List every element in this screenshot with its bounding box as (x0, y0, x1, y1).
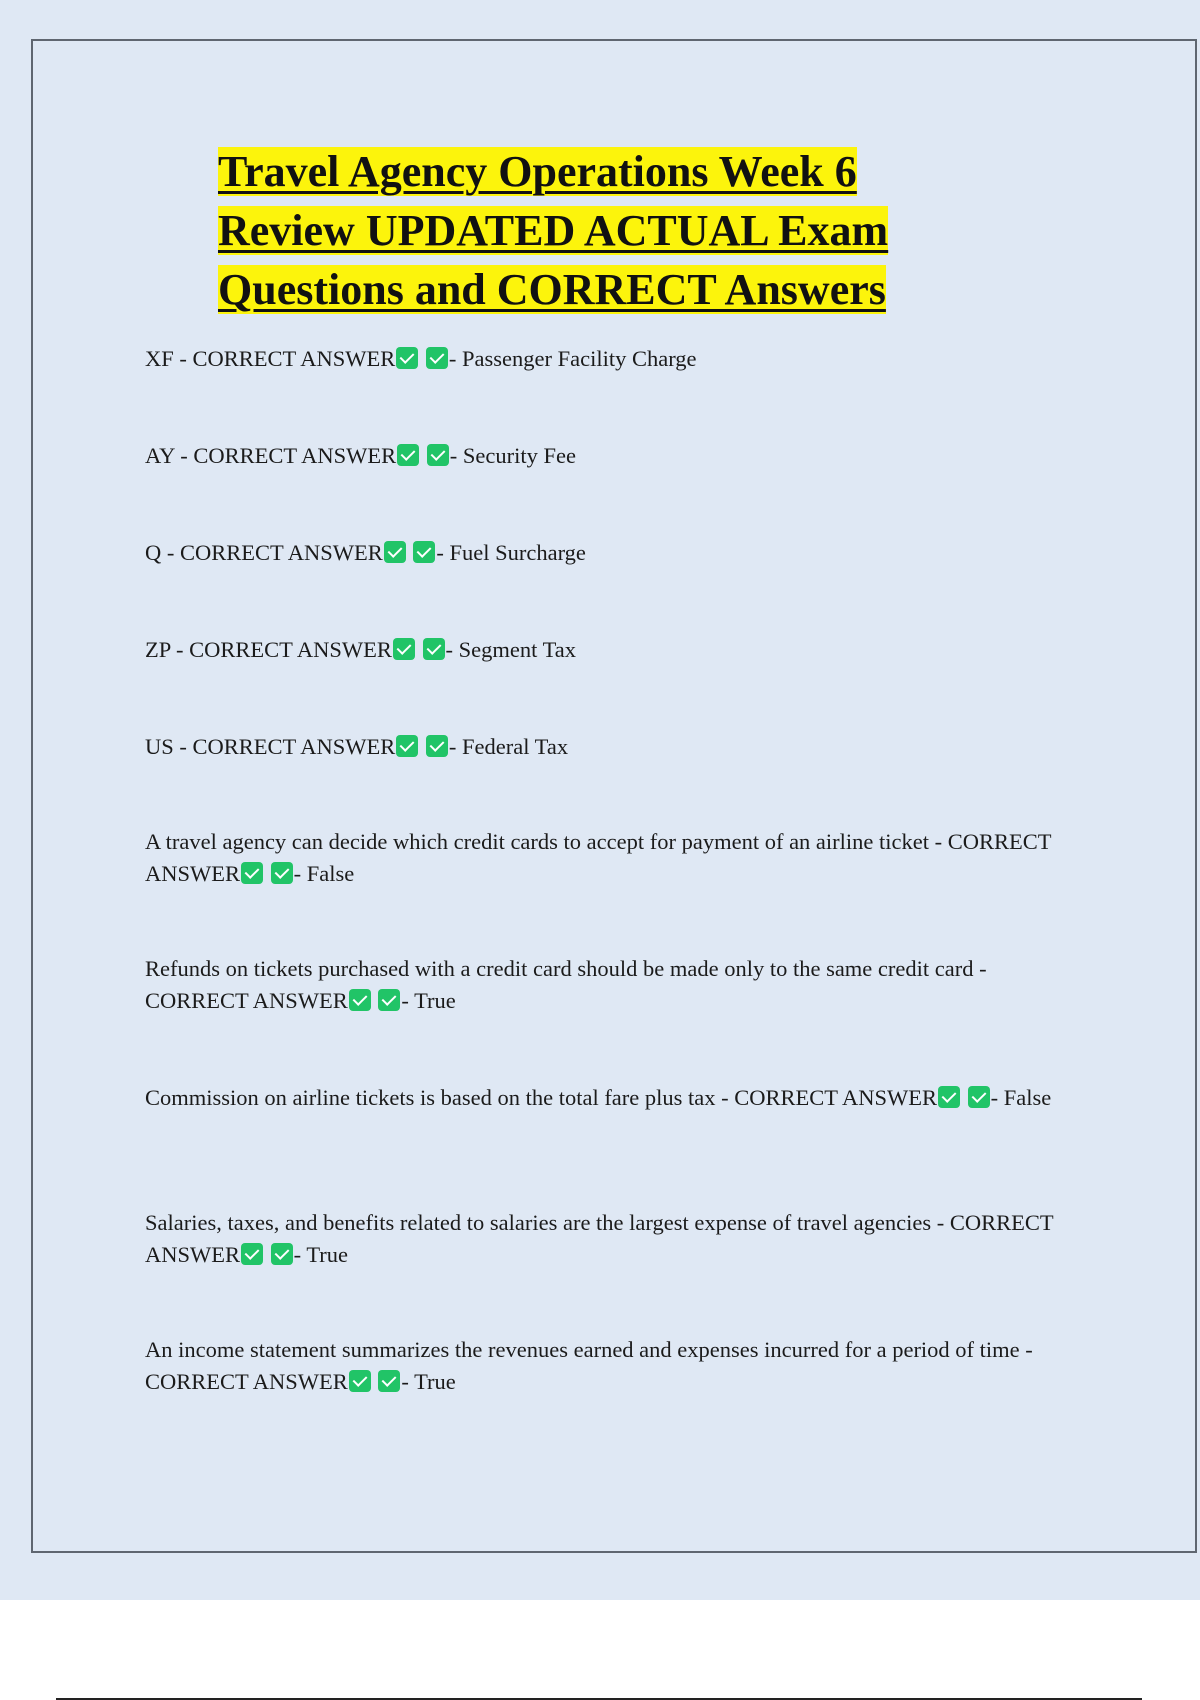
qa-item (145, 1082, 1095, 1114)
green-checkmark-icon (938, 1086, 960, 1108)
green-checkmark-icon (378, 989, 400, 1011)
green-checkmark-icon (426, 347, 448, 369)
green-checkmark-icon (413, 541, 435, 563)
document-title (218, 142, 978, 319)
qa-item (145, 826, 1095, 890)
green-checkmark-icon (968, 1086, 990, 1108)
qa-item (145, 537, 1095, 569)
answer-text: - True (293, 1242, 349, 1267)
answer-text: - True (401, 988, 456, 1013)
green-checkmark-icon (271, 1243, 293, 1265)
question-text: Commission on airline tickets is based on the total fare plus tax - CORRECT ANSWER (145, 1085, 938, 1110)
qa-item (145, 953, 1095, 1017)
answer-text: - False (990, 1085, 1052, 1110)
green-checkmark-icon (426, 735, 448, 757)
answer-text: - Security Fee (449, 443, 576, 468)
qa-item (145, 634, 1095, 666)
question-text: XF - CORRECT ANSWER (145, 346, 396, 371)
green-checkmark-icon (349, 1370, 371, 1392)
answer-text: - False (293, 861, 355, 886)
qa-item (145, 440, 1095, 472)
green-checkmark-icon (396, 735, 418, 757)
answer-text: - True (401, 1369, 456, 1394)
green-checkmark-icon (423, 638, 445, 660)
answer-text: - Fuel Surcharge (436, 540, 586, 565)
answer-text: - Segment Tax (445, 637, 577, 662)
green-checkmark-icon (271, 862, 293, 884)
green-checkmark-icon (396, 347, 418, 369)
green-checkmark-icon (384, 541, 406, 563)
qa-item (145, 1334, 1095, 1398)
green-checkmark-icon (241, 862, 263, 884)
question-text: A travel agency can decide which credit cards to accept for payment of an airline ticket - CORRECT ANSWER (145, 829, 1052, 886)
green-checkmark-icon (397, 444, 419, 466)
green-checkmark-icon (393, 638, 415, 660)
question-text: ZP - CORRECT ANSWER (145, 637, 392, 662)
qa-item (145, 343, 1095, 375)
answer-text: - Passenger Facility Charge (448, 346, 697, 371)
qa-item (145, 731, 1095, 763)
green-checkmark-icon (241, 1243, 263, 1265)
question-text: Refunds on tickets purchased with a credit card should be made only to the same credit card - CORRECT ANSWER (145, 956, 987, 1013)
answer-text: - Federal Tax (448, 734, 569, 759)
question-text: Q - CORRECT ANSWER (145, 540, 383, 565)
question-text: AY - CORRECT ANSWER (145, 443, 397, 468)
green-checkmark-icon (349, 989, 371, 1011)
question-text: An income statement summarizes the revenues earned and expenses incurred for a period of time - CORRECT ANSWER (145, 1337, 1033, 1394)
question-text: US - CORRECT ANSWER (145, 734, 396, 759)
green-checkmark-icon (427, 444, 449, 466)
green-checkmark-icon (378, 1370, 400, 1392)
document-title-text: Travel Agency Operations Week 6 Review UPDATED ACTUAL Exam Questions and CORRECT Answers (218, 147, 889, 314)
qa-item (145, 1207, 1095, 1271)
question-text: Salaries, taxes, and benefits related to salaries are the largest expense of travel agencies - CORRECT ANSWER (145, 1210, 1054, 1267)
